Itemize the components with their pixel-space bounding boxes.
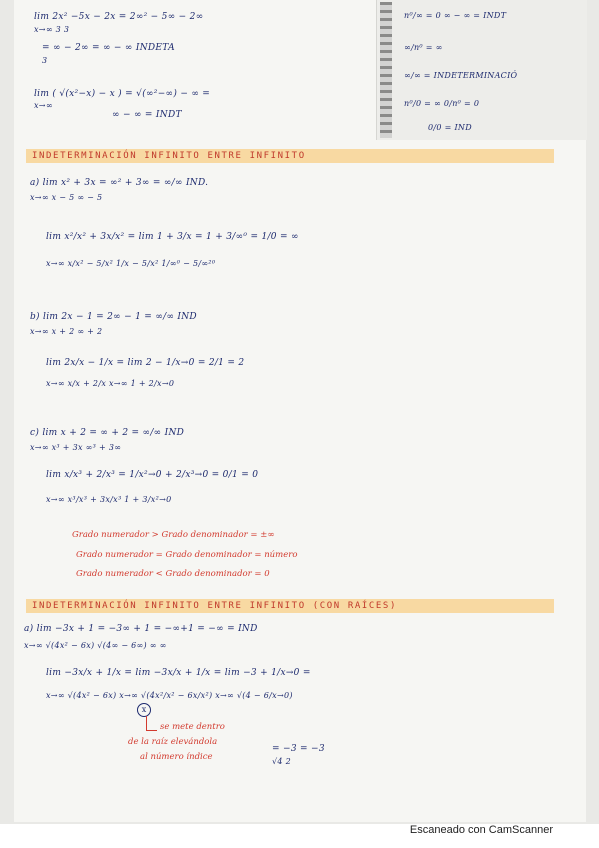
- top-line-4: ∞ − ∞ = INDT: [112, 110, 182, 120]
- b-line-2b: x→∞ x/x + 2/x x→∞ 1 + 2/x→0: [46, 379, 175, 388]
- b-line-1: b) lim 2x − 1 = 2∞ − 1 = ∞/∞ IND: [30, 312, 197, 322]
- top-line-1: lim 2x² −5x − 2x = 2∞² − 5∞ − 2∞: [34, 12, 204, 22]
- section-heading-1: INDETERMINACIÓN INFINITO ENTRE INFINITO: [26, 149, 554, 163]
- section-heading-2: INDETERMINACIÓN INFINITO ENTRE INFINITO (CON RAÍCES): [26, 599, 554, 613]
- c-line-2: lim x/x³ + 2/x³ = 1/x²→0 + 2/x³→0 = 0/1 = 0: [46, 470, 259, 480]
- d-line-2: lim −3x/x + 1/x = lim −3x/x + 1/x = lim −3 + 1/x→0 =: [46, 668, 311, 678]
- c-line-2b: x→∞ x³/x³ + 3x/x³ 1 + 3/x²→0: [46, 495, 172, 504]
- c-line-1b: x→∞ x³ + 3x ∞³ + 3∞: [30, 443, 122, 452]
- d-line-1: a) lim −3x + 1 = −3∞ + 1 = −∞+1 = −∞ = IND: [24, 624, 258, 634]
- spiral-binding: [380, 2, 392, 138]
- rule-greater: Grado numerador > Grado denominador = ±∞: [72, 530, 275, 540]
- card-rule-5: 0/0 = IND: [428, 123, 472, 132]
- note-arrow: [146, 716, 157, 731]
- note-line-3: al número índice: [140, 752, 213, 762]
- note-line-1: se mete dentro: [160, 722, 225, 732]
- a-line-2b: x→∞ x/x² − 5/x² 1/x − 5/x² 1/∞⁰ − 5/∞²⁰: [46, 259, 216, 268]
- d-line-1b: x→∞ √(4x² − 6x) √(4∞ − 6∞) ∞ ∞: [24, 641, 167, 650]
- a-line-1: a) lim x² + 3x = ∞² + 3∞ = ∞/∞ IND.: [30, 178, 209, 188]
- note-line-2: de la raíz elevándola: [128, 737, 218, 747]
- card-rule-4: n⁰/0 = ∞ 0/n⁰ = 0: [404, 99, 480, 108]
- card-rule-2: ∞/n⁰ = ∞: [404, 43, 443, 52]
- rule-less: Grado numerador < Grado denominador = 0: [76, 569, 270, 579]
- scanner-watermark: Escaneado con CamScanner: [0, 824, 599, 848]
- b-line-2: lim 2x/x − 1/x = lim 2 − 1/x→0 = 2/1 = 2: [46, 358, 245, 368]
- rule-equal: Grado numerador = Grado denominador = número: [76, 550, 298, 560]
- d-result-b: √4 2: [272, 757, 292, 766]
- a-line-2: lim x²/x² + 3x/x² = lim 1 + 3/x = 1 + 3/∞⁰ = 1/0 = ∞: [46, 232, 299, 242]
- top-line-2b: 3: [42, 56, 48, 65]
- circled-x: x: [137, 703, 151, 717]
- top-line-3b: x→∞: [34, 101, 53, 110]
- b-line-1b: x→∞ x + 2 ∞ + 2: [30, 327, 103, 336]
- card-rule-3: ∞/∞ = INDETERMINACIÓ: [404, 71, 518, 80]
- top-line-3: lim ( √(x²−x) − x ) = √(∞²−∞) − ∞ =: [34, 89, 211, 99]
- d-result: = −3 = −3: [272, 744, 325, 754]
- top-line-2: = ∞ − 2∞ = ∞ − ∞ INDETA: [42, 43, 175, 53]
- d-line-2b: x→∞ √(4x² − 6x) x→∞ √(4x²/x² − 6x/x²) x→∞ √(4 − 6/x→0): [46, 691, 293, 700]
- top-line-1b: x→∞ 3 3: [34, 25, 70, 34]
- c-line-1: c) lim x + 2 = ∞ + 2 = ∞/∞ IND: [30, 428, 185, 438]
- a-line-1b: x→∞ x − 5 ∞ − 5: [30, 193, 103, 202]
- card-rule-1: n⁰/∞ = 0 ∞ − ∞ = INDT: [404, 11, 507, 20]
